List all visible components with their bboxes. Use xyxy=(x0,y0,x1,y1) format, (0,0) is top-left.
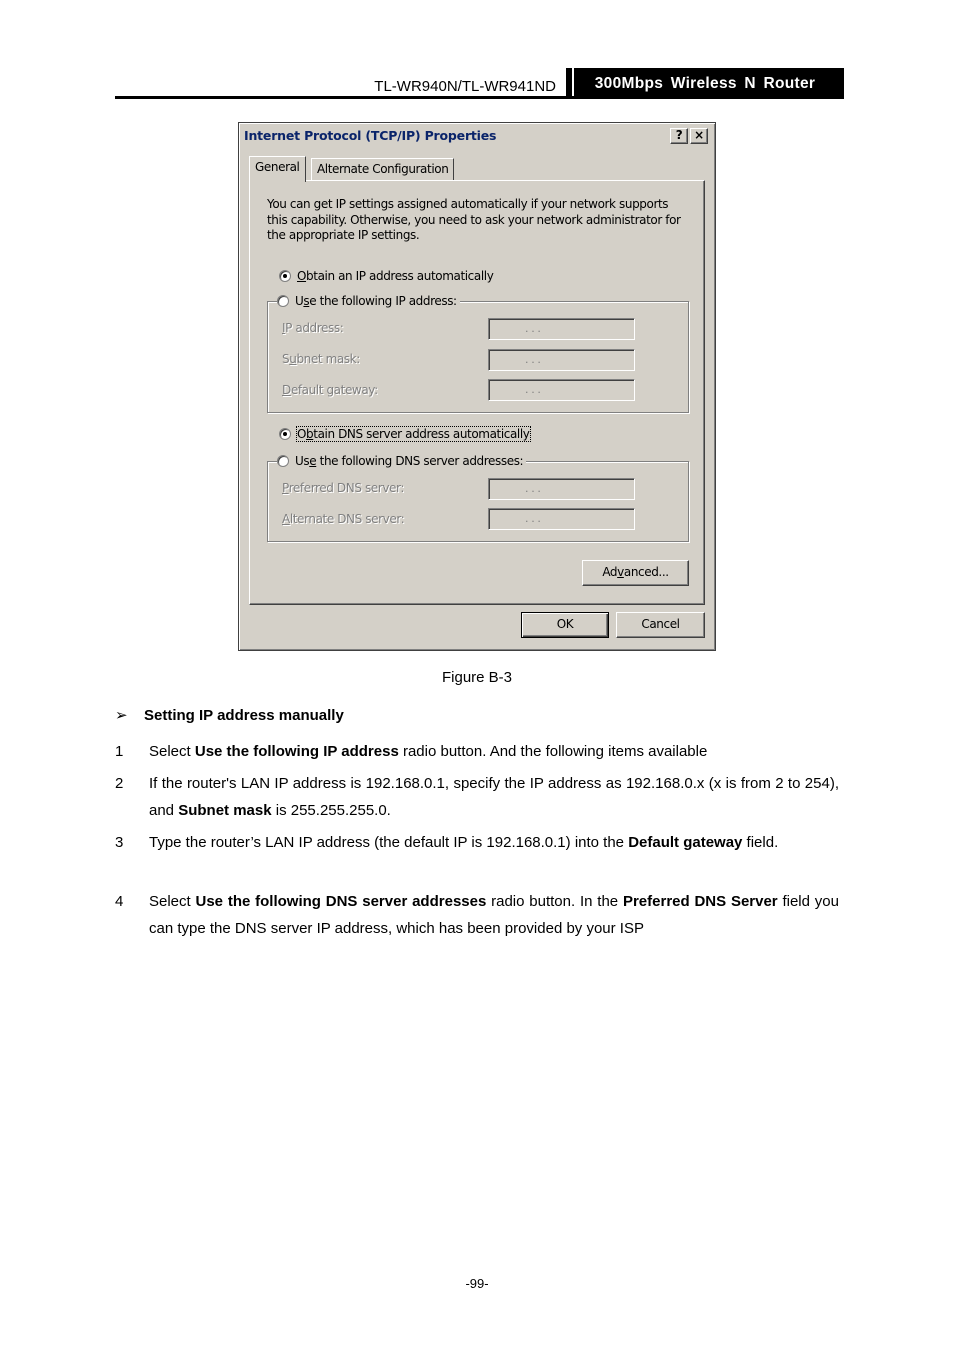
default-gateway-field[interactable]: . . . xyxy=(488,379,635,401)
default-gateway-label: Default gateway: xyxy=(282,383,378,397)
step-item xyxy=(115,829,839,856)
section-heading-text: Setting IP address manually xyxy=(144,707,344,724)
obtain-dns-auto-label: Obtain DNS server address automatically xyxy=(297,427,530,441)
alternate-dns-label: Alternate DNS server: xyxy=(282,512,405,526)
obtain-ip-auto-label: Obtain an IP address automatically xyxy=(297,269,494,283)
use-following-ip-radio[interactable] xyxy=(277,294,460,308)
use-following-dns-label: Use the following DNS server addresses: xyxy=(295,454,524,468)
close-button[interactable]: × xyxy=(690,128,708,144)
radio-checked-icon xyxy=(279,428,291,440)
cancel-button[interactable]: Cancel xyxy=(616,612,705,638)
preferred-dns-field[interactable]: . . . xyxy=(488,478,635,500)
step-text: Type the router’s LAN IP address (the default IP is 192.168.0.1) into the Default gateway field. xyxy=(149,834,779,851)
step-item xyxy=(115,738,839,765)
tcpip-properties-dialog xyxy=(238,122,716,651)
step-number: 3 xyxy=(115,834,124,851)
dialog-titlebar xyxy=(242,126,712,146)
section-heading xyxy=(115,706,344,724)
header-rule xyxy=(115,96,844,99)
step-text: Select Use the following DNS server addresses radio button. In the Preferred DNS Server field you can type the DNS server IP address, which has been provided by your ISP xyxy=(149,893,839,937)
step-item xyxy=(115,770,839,824)
dialog-title: Internet Protocol (TCP/IP) Properties xyxy=(244,128,497,143)
radio-unchecked-icon xyxy=(277,455,289,467)
use-following-ip-label: Use the following IP address: xyxy=(295,294,457,308)
step-text: If the router's LAN IP address is 192.168.0.1, specify the IP address as 192.168.0.x (x is from 2 to 254), and Subnet mask is 255.255.255.0. xyxy=(149,775,839,819)
header-divider-tick xyxy=(572,68,574,99)
header-model: TL-WR940N/TL-WR941ND xyxy=(374,78,556,95)
ip-address-label: IP address: xyxy=(282,321,344,335)
arrow-bullet-icon: ➢ xyxy=(115,707,128,724)
use-following-dns-radio[interactable] xyxy=(277,454,526,468)
ok-button[interactable]: OK xyxy=(521,612,609,638)
help-button[interactable]: ? xyxy=(670,128,688,144)
obtain-ip-auto-radio[interactable] xyxy=(279,269,493,283)
alternate-dns-field[interactable]: . . . xyxy=(488,508,635,530)
tab-alternate-configuration[interactable]: Alternate Configuration xyxy=(311,158,454,180)
ip-address-field[interactable]: . . . xyxy=(488,318,635,340)
step-number: 4 xyxy=(115,893,124,910)
figure-caption: Figure B-3 xyxy=(441,669,513,686)
step-text: Select Use the following IP address radio button. And the following items available xyxy=(149,743,708,760)
tab-general[interactable]: General xyxy=(249,156,306,182)
header-product: 300Mbps Wireless N Router xyxy=(594,74,816,92)
radio-unchecked-icon xyxy=(277,295,289,307)
header-product-banner xyxy=(566,68,844,99)
step-number: 2 xyxy=(115,775,124,792)
preferred-dns-label: Preferred DNS server: xyxy=(282,481,404,495)
step-number: 1 xyxy=(115,743,124,760)
advanced-button[interactable]: Advanced... xyxy=(582,560,689,586)
obtain-dns-auto-radio[interactable] xyxy=(279,427,530,441)
radio-checked-icon xyxy=(279,270,291,282)
page-number: -99- xyxy=(465,1276,489,1291)
step-item xyxy=(115,888,839,942)
subnet-mask-label: Subnet mask: xyxy=(282,352,360,366)
subnet-mask-field[interactable]: . . . xyxy=(488,349,635,371)
intro-text: You can get IP settings assigned automatically if your network supports this capability. Otherwise, you need to ask your network administrator for the appropriate IP settings. xyxy=(267,197,681,242)
